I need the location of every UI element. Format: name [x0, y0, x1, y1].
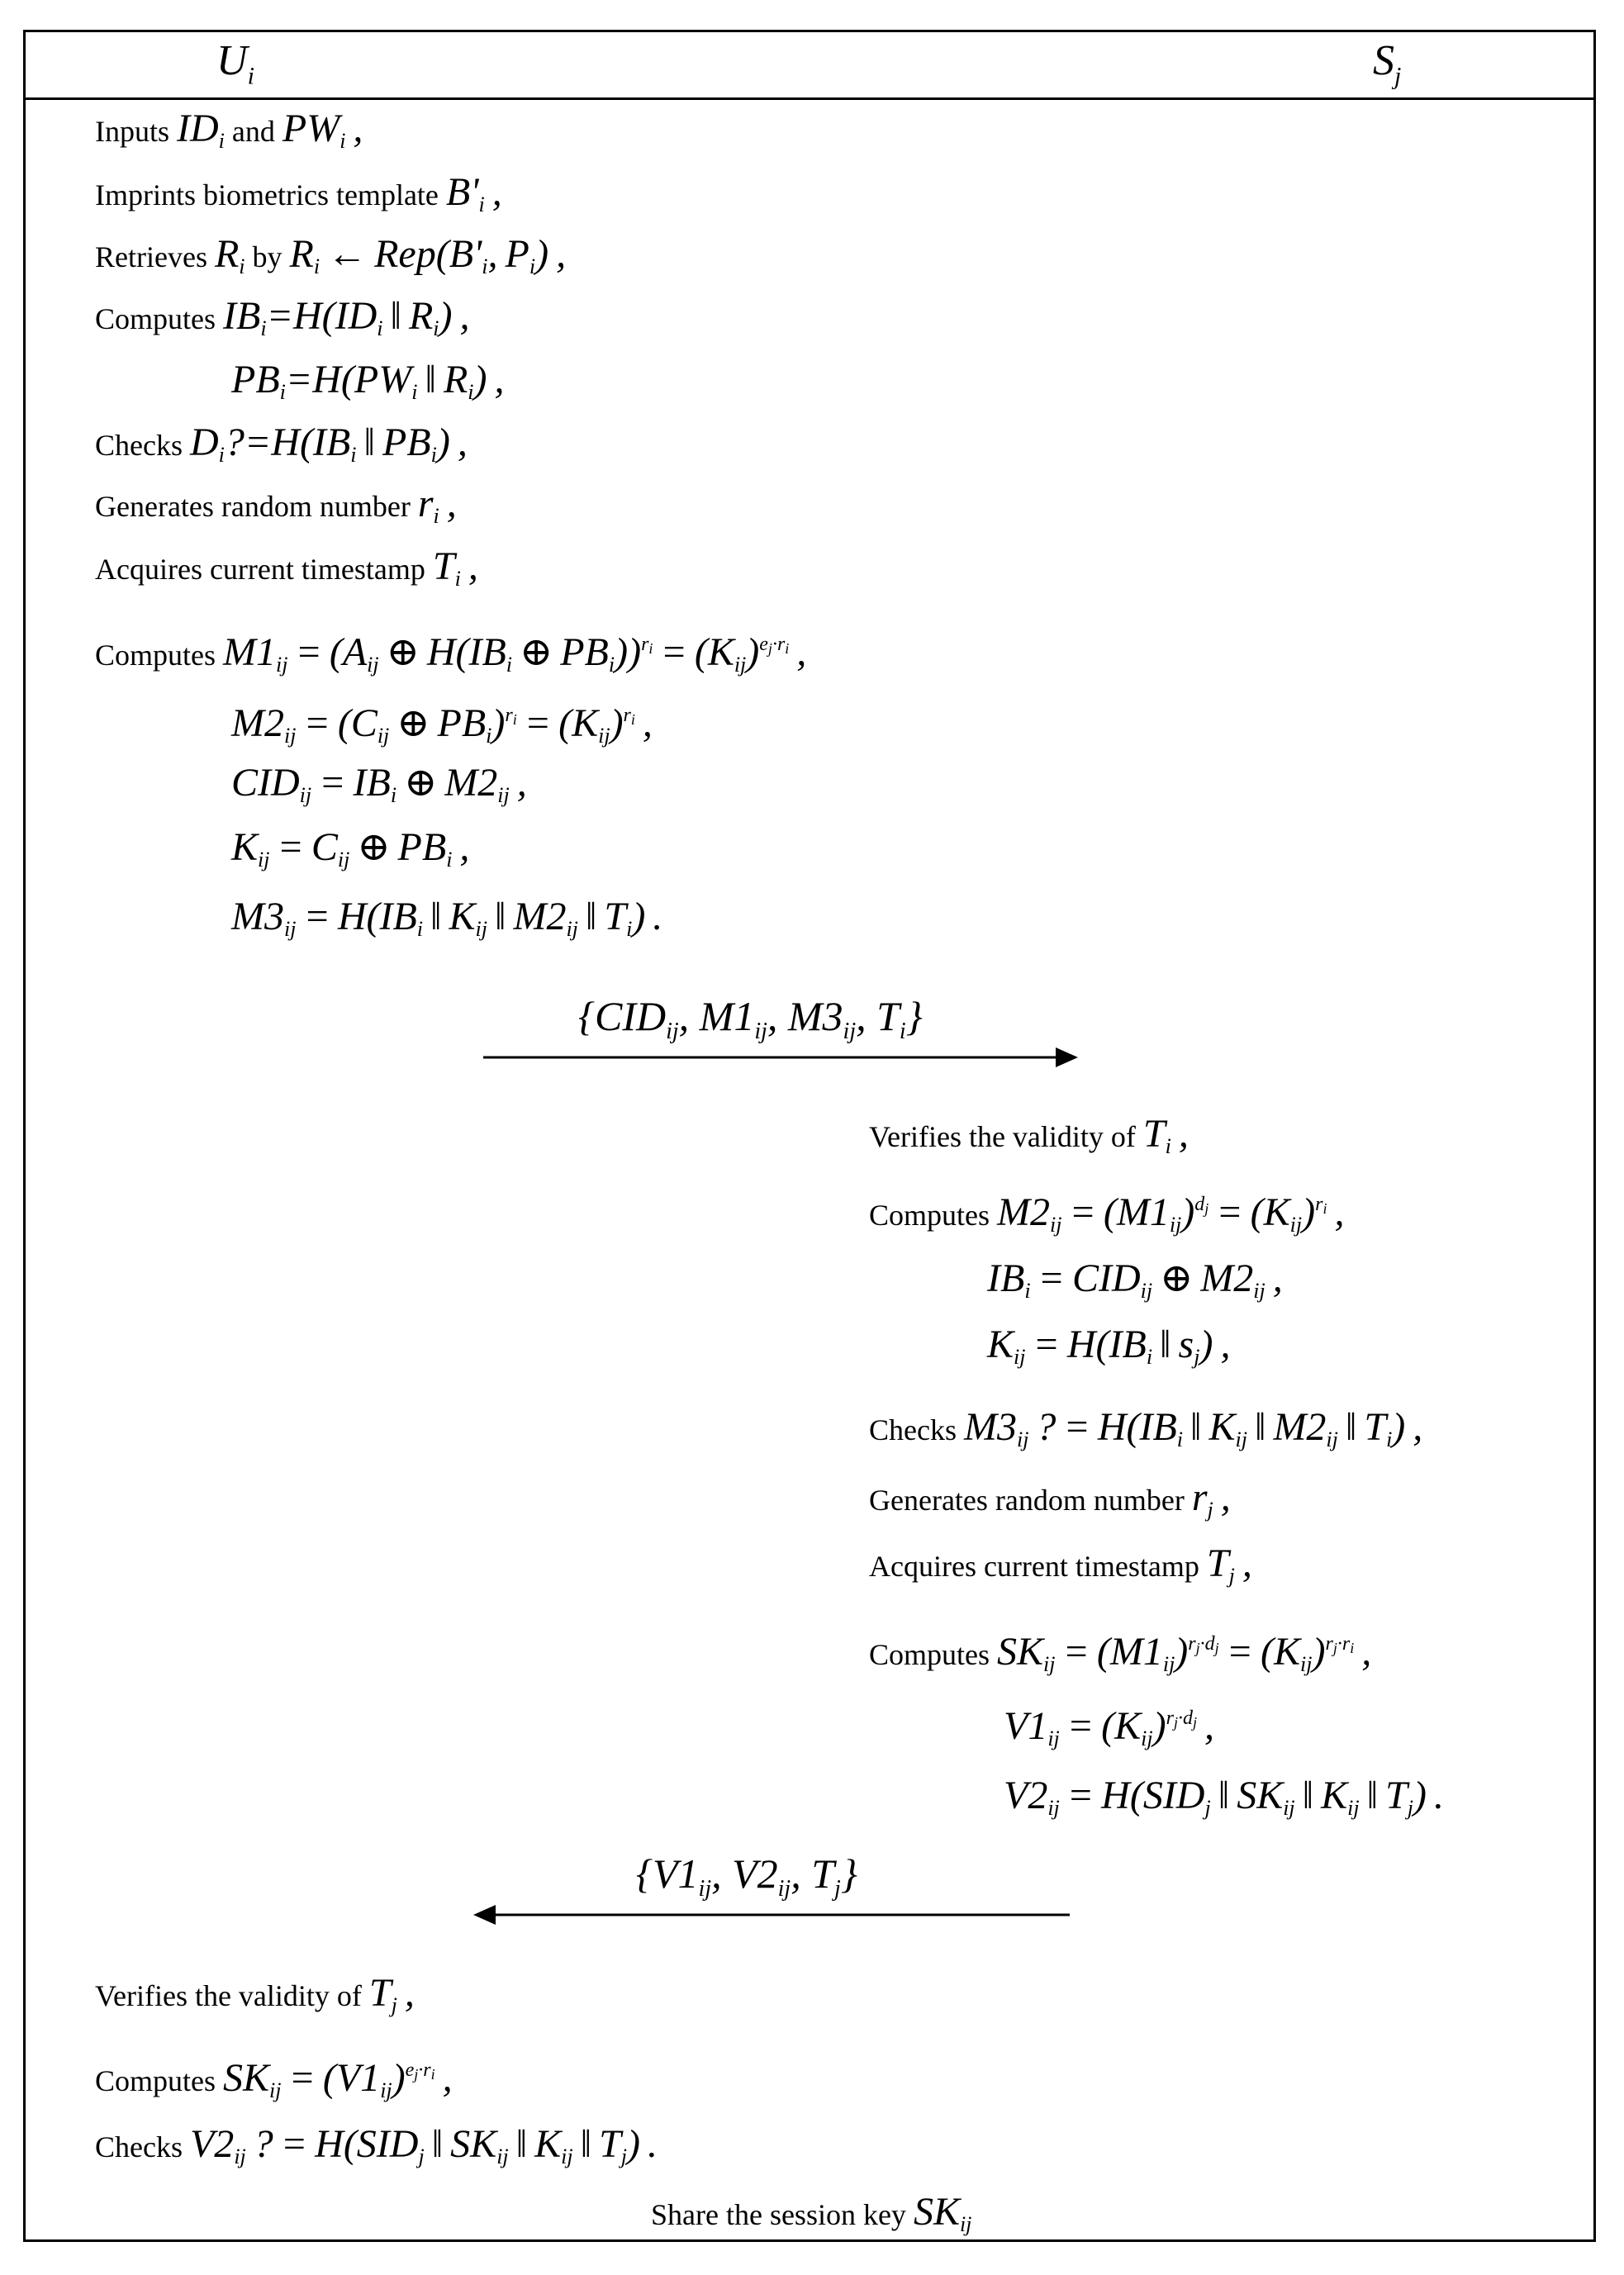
user-step-7: Generates random number $r_i$ , [95, 482, 457, 528]
user-step-3: Retrieves $R_i$ by $R_i$ ← $Rep(B'_i$, $P_i$) , [95, 232, 567, 278]
server-step-10: $V2_{ij} = H(SID_j$ ‖ $SK_{ij}$ ‖ $K_{ij}$ ‖ $T_j$) . [1004, 1774, 1445, 1820]
user-step-4: Computes $IB_i=H(ID_i$ ‖ $R_i$) , [95, 294, 470, 340]
user-step-12: $K_{ij} = C_{ij}$ ⊕ $PB_i$ , [231, 825, 470, 872]
user-step-13: $M3_{ij} = H(IB_i$ ‖ $K_{ij}$ ‖ $M2_{ij}$ ‖ $T_i$) . [231, 895, 663, 941]
user-step-1: Inputs $ID_i$ and $PW_i$ , [95, 107, 363, 153]
user-final-step-3: Checks $V2_{ij}$ ? = $H(SID_j$ ‖ $SK_{ij}$ ‖ $K_{ij}$ ‖ $T_j$) . [95, 2122, 658, 2168]
server-step-3: $IB_i = CID_{ij}$ ⊕ $M2_{ij}$ , [987, 1256, 1283, 1303]
user-step-6: Checks $D_i?=H(IB_i$ ‖ $PB_i$) , [95, 420, 468, 467]
server-step-6: Generates random number $r_j$ , [869, 1475, 1231, 1522]
server-step-1: Verifies the validity of $T_i$ , [869, 1112, 1189, 1158]
server-step-4: $K_{ij} = H(IB_i$ ‖ $s_j$) , [987, 1323, 1231, 1369]
user-step-11: $CID_{ij} = IB_i$ ⊕ $M2_{ij}$ , [231, 761, 527, 807]
user-step-10: $M2_{ij} = (C_{ij}$ ⊕ $PB_i)^{r_i} = (K_{ij})^{r_i}$ , [231, 701, 653, 748]
server-step-2: Computes $M2_{ij} = (M1_{ij})^{d_j} = (K_{ij})^{r_i}$ , [869, 1190, 1345, 1237]
server-party-label: $S_j$ [1373, 37, 1402, 90]
server-step-7: Acquires current timestamp $T_j$ , [869, 1541, 1252, 1588]
user-step-9: Computes $M1_{ij} = (A_{ij}$ ⊕ $H(IB_i$ ⊕ $PB_i))^{r_i} = (K_{ij})^{e_j\cdot r_i}$ , [95, 630, 807, 677]
user-party-label: $U_i$ [216, 37, 254, 90]
user-step-2: Imprints biometrics template $B'_i$ , [95, 170, 502, 216]
session-key-footer: Share the session key $SK_{ij}$ [651, 2190, 972, 2236]
server-step-5: Checks $M3_{ij}$ ? = $H(IB_i$ ‖ $K_{ij}$ ‖ $M2_{ij}$ ‖ $T_i$) , [869, 1405, 1423, 1451]
message-1-label: {$CID_{ij}$, $M1_{ij}$, $M3_{ij}$, $T_i$} [578, 993, 923, 1044]
user-step-8: Acquires current timestamp $T_i$ , [95, 544, 478, 591]
user-step-5: $PB_i=H(PW_i$ ‖ $R_i$) , [231, 358, 505, 404]
message-1-arrow [483, 1047, 1078, 1067]
user-final-step-1: Verifies the validity of $T_j$ , [95, 1971, 415, 2017]
message-2-label: {$V1_{ij}$, $V2_{ij}$, $T_j$} [636, 1850, 857, 1902]
server-step-9: $V1_{ij} = (K_{ij})^{r_j\cdot d_j}$ , [1004, 1704, 1214, 1750]
server-step-8: Computes $SK_{ij} = (M1_{ij})^{r_j\cdot d_j} = (K_{ij})^{r_j\cdot r_i}$ , [869, 1630, 1372, 1676]
user-final-step-2: Computes $SK_{ij} = (V1_{ij})^{e_j\cdot r_i}$ , [95, 2056, 453, 2102]
